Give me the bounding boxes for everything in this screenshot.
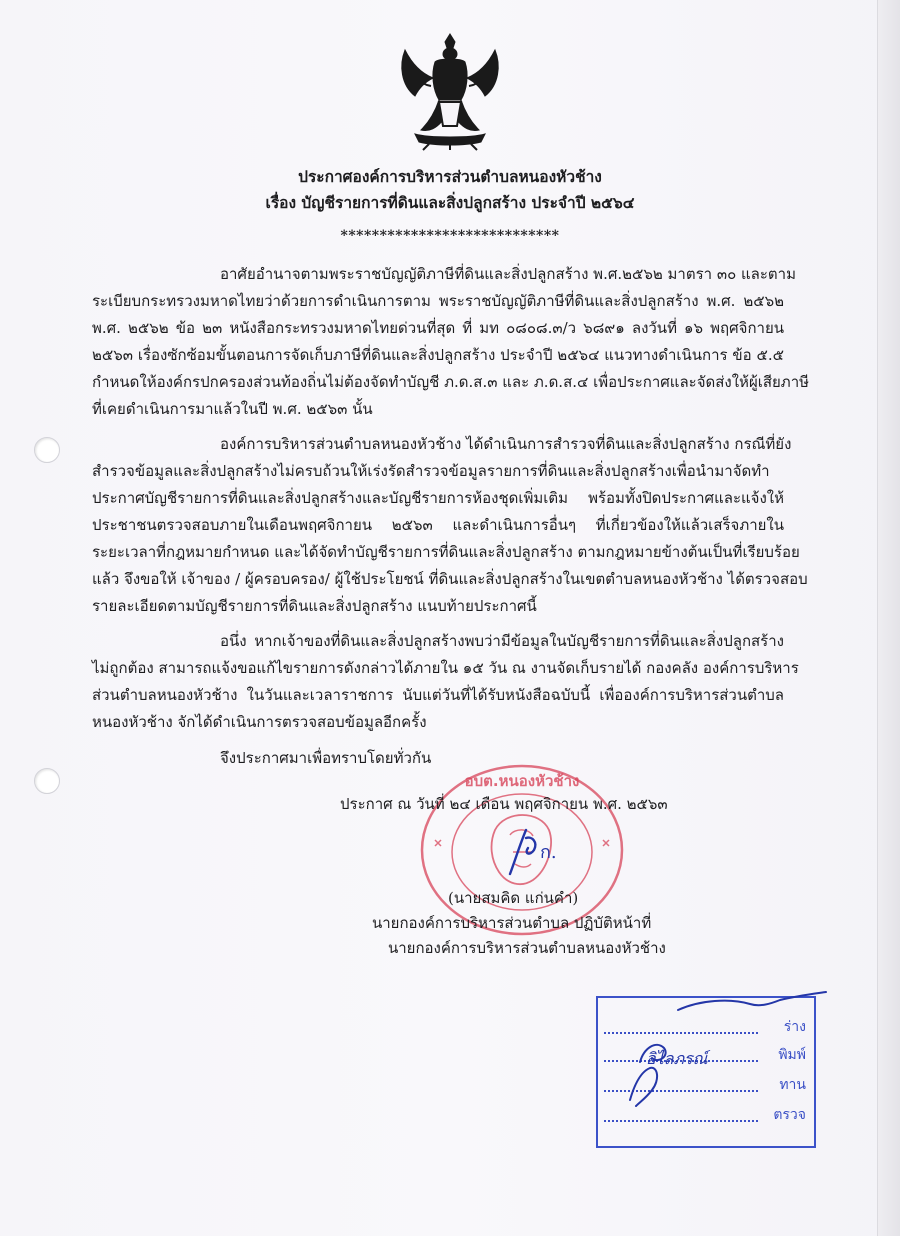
paragraph-line: อาศัยอำนาจตามพระราชบัญญัติภาษีที่ดินและสิ่งปลูกสร้าง พ.ศ.๒๕๖๒ มาตรา ๓๐ และตาม [220, 265, 796, 283]
paragraph-line: ๒๕๖๓ เรื่องซักซ้อมขั้นตอนการจัดเก็บภาษีที่ดินและสิ่งปลูกสร้าง ประจำปี ๒๕๖๔ แนวทางดำเนินการ ข้อ ๕.๕ [92, 346, 784, 364]
paragraph-line: องค์การบริหารส่วนตำบลหนองหัวช้าง ได้ดำเนินการสำรวจที่ดินและสิ่งปลูกสร้าง กรณีที่ยัง [220, 435, 792, 453]
review-label: ร่าง [783, 1019, 806, 1035]
paragraph-line: ระเบียบกระทรวงมหาดไทยว่าด้วยการดำเนินการตาม พระราชบัญญัติภาษีที่ดินและสิ่งปลูกสร้าง พ.ศ. ๒๕๖๒ [92, 292, 784, 310]
review-label: ตรวจ [773, 1107, 806, 1123]
title-separator: **************************** [340, 228, 560, 244]
paragraph-line: ประชาชนตรวจสอบภายในเดือนพฤศจิกายน ๒๕๖๓ และดำเนินการอื่นๆ ที่เกี่ยวข้องให้แล้วเสร็จภายใน [92, 516, 784, 534]
paragraph-line: พ.ศ. ๒๕๖๒ ข้อ ๒๓ หนังสือกระทรวงมหาดไทยด่วนที่สุด ที่ มท ๐๘๐๘.๓/ว ๖๘๙๑ ลงวันที่ ๑๖ พฤศจิกายน [92, 319, 784, 337]
paragraph-line: ระยะเวลาที่กฎหมายกำหนด และได้จัดทำบัญชีรายการที่ดินและสิ่งปลูกสร้าง ตามกฎหมายข้างต้นเป็นที่เรียบร้อย [92, 543, 800, 561]
punch-hole-top [34, 437, 60, 463]
punch-hole-bottom [34, 768, 60, 794]
signatory-name: (นายสมคิด แก่นคำ) [448, 889, 579, 907]
paragraph-line: อนึ่ง หากเจ้าของที่ดินและสิ่งปลูกสร้างพบว่ามีข้อมูลในบัญชีรายการที่ดินและสิ่งปลูกสร้าง [220, 632, 784, 650]
paragraph-line: รายละเอียดตามบัญชีรายการที่ดินและสิ่งปลูกสร้าง แนบท้ายประกาศนี้ [92, 597, 537, 615]
signatory-organization: นายกองค์การบริหารส่วนตำบลหนองหัวช้าง [388, 939, 666, 957]
garuda-emblem-icon [395, 30, 505, 152]
paragraph-line: ไม่ถูกต้อง สามารถแจ้งขอแก้ไขรายการดังกล่าวได้ภายใน ๑๕ วัน ณ งานจัดเก็บรายได้ กองคลัง องค์การบริหาร [92, 659, 799, 677]
paragraph-line: กำหนดให้องค์กรปกครองส่วนท้องถิ่นไม่ต้องจัดทำบัญชี ภ.ด.ส.๓ และ ภ.ด.ส.๔ เพื่อประกาศและจัดส่งให้ผู้เสียภาษี [92, 373, 810, 391]
paragraph-line: หนองหัวช้าง จักได้ดำเนินการตรวจสอบข้อมูลอีกครั้ง [92, 713, 427, 731]
paragraph-line: ส่วนตำบลหนองหัวช้าง ในวันและเวลาราชการ นับแต่วันที่ได้รับหนังสือฉบับนี้ เพื่อองค์การบริหารส่วนตำบล [92, 686, 784, 704]
paragraph-line: ที่เคยดำเนินการมาแล้วในปี พ.ศ. ๒๕๖๓ นั้น [92, 400, 373, 418]
review-label: พิมพ์ [778, 1047, 806, 1063]
paragraph-line: แล้ว จึงขอให้ เจ้าของ / ผู้ครอบครอง/ ผู้ใช้ประโยชน์ ที่ดินและสิ่งปลูกสร้างในเขตตำบลหนองหัวช้าง ได้ตรวจสอบ [92, 570, 808, 588]
announcement-subject: เรื่อง บัญชีรายการที่ดินและสิ่งปลูกสร้าง ประจำปี ๒๕๖๔ [265, 193, 635, 212]
paragraph-line: ประกาศบัญชีรายการที่ดินและสิ่งปลูกสร้างและบัญชีรายการห้องชุดเพิ่มเติม พร้อมทั้งปิดประกาศและแจ้งให้ [92, 489, 784, 507]
review-initials-icon [600, 990, 830, 1120]
paragraph-line: สำรวจข้อมูลและสิ่งปลูกสร้างไม่ครบถ้วนให้เร่งรัดสำรวจข้อมูลรายการที่ดินและสิ่งปลูกสร้างเพื่อนำมาจัดทำ [92, 462, 770, 480]
signature-text: ก. [540, 842, 557, 863]
closing-line: จึงประกาศมาเพื่อทราบโดยทั่วกัน [220, 749, 432, 767]
stamp-text: อบต.หนองหัวช้าง [464, 772, 580, 790]
signatory-position: นายกองค์การบริหารส่วนตำบล ปฏิบัติหน้าที่ [372, 914, 652, 932]
announcement-title: ประกาศองค์การบริหารส่วนตำบลหนองหัวช้าง [298, 167, 602, 186]
review-label: ทาน [779, 1077, 806, 1093]
signature-icon [480, 820, 570, 880]
announcement-date: ประกาศ ณ วันที่ ๒๔ เดือน พฤศจิกายน พ.ศ. ๒๕๖๓ [340, 795, 668, 813]
initials-text: อิไลภรณ์ [646, 1049, 708, 1068]
